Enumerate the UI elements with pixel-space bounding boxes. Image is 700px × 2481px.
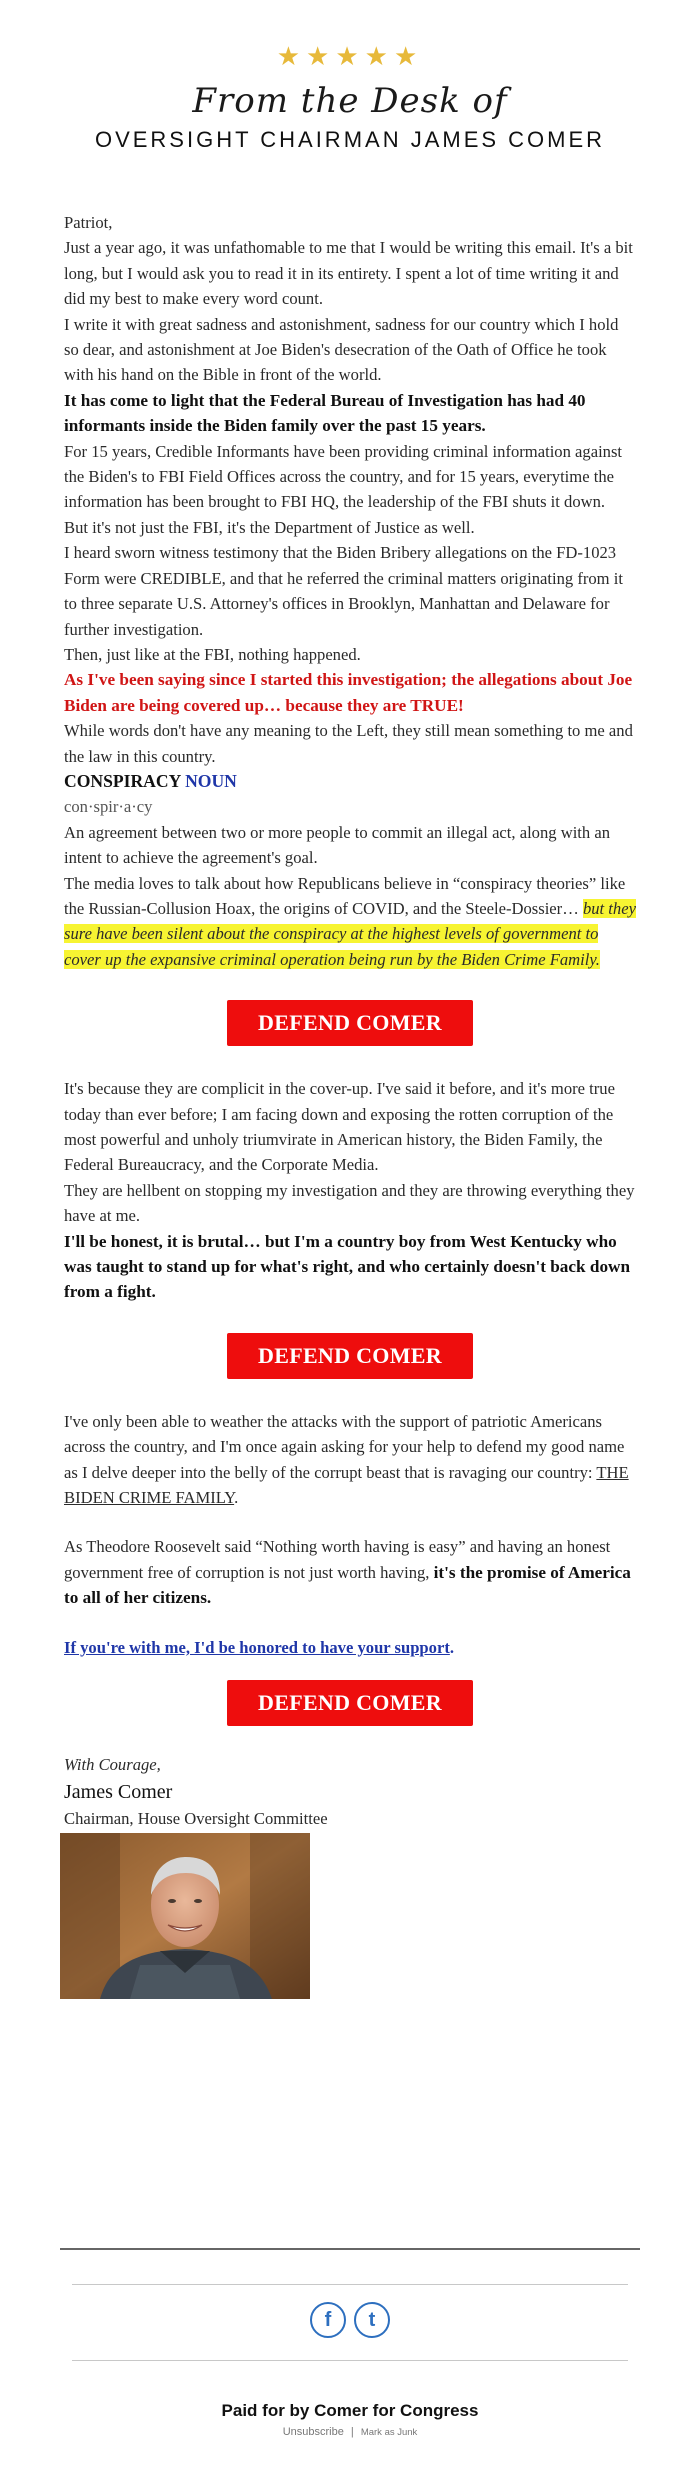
- footer-thin-divider: [72, 2360, 628, 2361]
- paragraph: I heard sworn witness testimony that the Biden Bribery allegations on the FD-1023 Form were CREDIBLE, and that he referred the criminal matters originating from it to three separate U.S. Attorney's offices in Brooklyn, Manhattan and Delaware for further investigation.: [64, 543, 623, 639]
- signature-block: [64, 1752, 636, 2006]
- cta-wrapper: [64, 1680, 636, 1726]
- red-callout: As I've been saying since I started this investigation; the allegations about Joe Biden are being covered up… because they are TRUE!: [64, 670, 633, 715]
- social-links: [0, 2302, 700, 2338]
- unsubscribe-link[interactable]: Unsubscribe: [282, 2426, 344, 2438]
- defend-comer-button[interactable]: DEFEND COMER: [227, 1333, 473, 1379]
- paragraph: But it's not just the FBI, it's the Department of Justice as well.: [64, 517, 475, 537]
- highlighted-text: but they sure have been silent about the conspiracy at the highest levels of government to cover up the expansive criminal operation being run by the Biden Crime Family.: [64, 898, 636, 969]
- separator: |: [350, 2426, 354, 2438]
- paragraph-end: .: [234, 1488, 239, 1508]
- mark-as-junk-link[interactable]: Mark as Junk: [360, 2427, 418, 2438]
- unsubscribe-row: [0, 2426, 700, 2438]
- from-the-desk-of: From the Desk of: [192, 81, 508, 121]
- signer-name: James Comer: [64, 1780, 173, 1803]
- paragraph: I write it with great sadness and astonishment, sadness for our country which I hold so dear, and astonishment at Joe Biden's desecration of the Oath of Office he took with his hand on the Bible in front of the world.: [64, 314, 619, 385]
- portrait-photo: [60, 1833, 310, 1999]
- paid-for-disclaimer: Paid for by Comer for Congress: [221, 2401, 479, 2420]
- support-end: .: [449, 1637, 455, 1657]
- paragraph: For 15 years, Credible Informants have been providing criminal information against the Biden's to FBI Field Offices across the country, and for 15 years, everytime the information has been brought to FBI HQ, the leadership of the FBI shuts it down.: [64, 441, 623, 512]
- paragraph: It's because they are complicit in the cover-up. I've said it before, and it's more true today than ever before; I am facing down and exposing the rotten corruption of the most powerful and unholy triumvirate in American history, the Biden Family, the Federal Bureaucracy, and the Corporate Media.: [64, 1079, 615, 1175]
- bold-text: it's the promise of America to all of her citizens.: [64, 1562, 631, 1608]
- paragraph: Then, just like at the FBI, nothing happened.: [64, 644, 361, 664]
- bold-paragraph: I'll be honest, it is brutal… but I'm a country boy from West Kentucky who was taught to stand up for what's right, and who certainly doesn't back down from a fight.: [64, 1231, 631, 1302]
- closing: With Courage,: [64, 1755, 161, 1775]
- paragraph-text: As Theodore Roosevelt said “Nothing worth having is easy” and having an honest government free of corruption is not just worth having,: [64, 1537, 611, 1582]
- twitter-icon[interactable]: t: [354, 2302, 390, 2338]
- paragraph: While words don't have any meaning to the Left, they still mean something to me and the law in this country.: [64, 721, 633, 766]
- support-link[interactable]: If you're with me, I'd be honored to have your support: [64, 1637, 450, 1657]
- definition-term: [64, 769, 636, 794]
- definition-text: An agreement between two or more people to commit an illegal act, along with an intent to achieve the agreement's goal.: [64, 822, 611, 868]
- letter-body: [0, 210, 700, 2006]
- defend-comer-button[interactable]: DEFEND COMER: [227, 1680, 473, 1726]
- cta-wrapper: [64, 1333, 636, 1379]
- defend-comer-button[interactable]: DEFEND COMER: [227, 1000, 473, 1046]
- paragraph-text: I've only been able to weather the attacks with the support of patriotic Americans across the country, and I'm once again asking for your help to defend my good name as I delve deeper into the belly of the corrupt beast that is ravaging our country:: [64, 1411, 625, 1482]
- chairman-title: OVERSIGHT CHAIRMAN JAMES COMER: [94, 127, 606, 152]
- paragraph: [64, 871, 636, 973]
- support-line: [64, 1635, 636, 1660]
- paragraph-text: The media loves to talk about how Republicans believe in “conspiracy theories” like the Russian-Collusion Hoax, the origins of COVID, and the Steele-Dossier…: [64, 873, 626, 918]
- letterhead: [0, 0, 700, 154]
- facebook-icon[interactable]: f: [310, 2302, 346, 2338]
- greeting: Patriot,: [64, 213, 113, 232]
- cta-wrapper: [64, 1000, 636, 1046]
- pronunciation: con·spir·a·cy: [64, 797, 153, 817]
- paragraph: Just a year ago, it was unfathomable to me that I would be writing this email. It's a bit long, but I would ask you to read it in its entirety. I spent a lot of time writing it and did my best to make every word count.: [64, 238, 633, 309]
- underlined-text: THE BIDEN CRIME FAMILY: [64, 1462, 629, 1508]
- paragraph: They are hellbent on stopping my investigation and they are throwing everything they have at me.: [64, 1180, 635, 1226]
- term-word: CONSPIRACY: [64, 770, 181, 791]
- signer-title: Chairman, House Oversight Committee: [64, 1808, 328, 1828]
- paragraph: [64, 1409, 636, 1511]
- part-of-speech: NOUN: [185, 770, 237, 791]
- five-stars-icon: ★★★★★: [276, 42, 424, 71]
- footer-thin-divider: [72, 2284, 628, 2285]
- footer-divider: [60, 2248, 640, 2250]
- paragraph: [64, 1534, 636, 1610]
- bold-paragraph: It has come to light that the Federal Bureau of Investigation has had 40 informants inside the Biden family over the past 15 years.: [64, 390, 586, 436]
